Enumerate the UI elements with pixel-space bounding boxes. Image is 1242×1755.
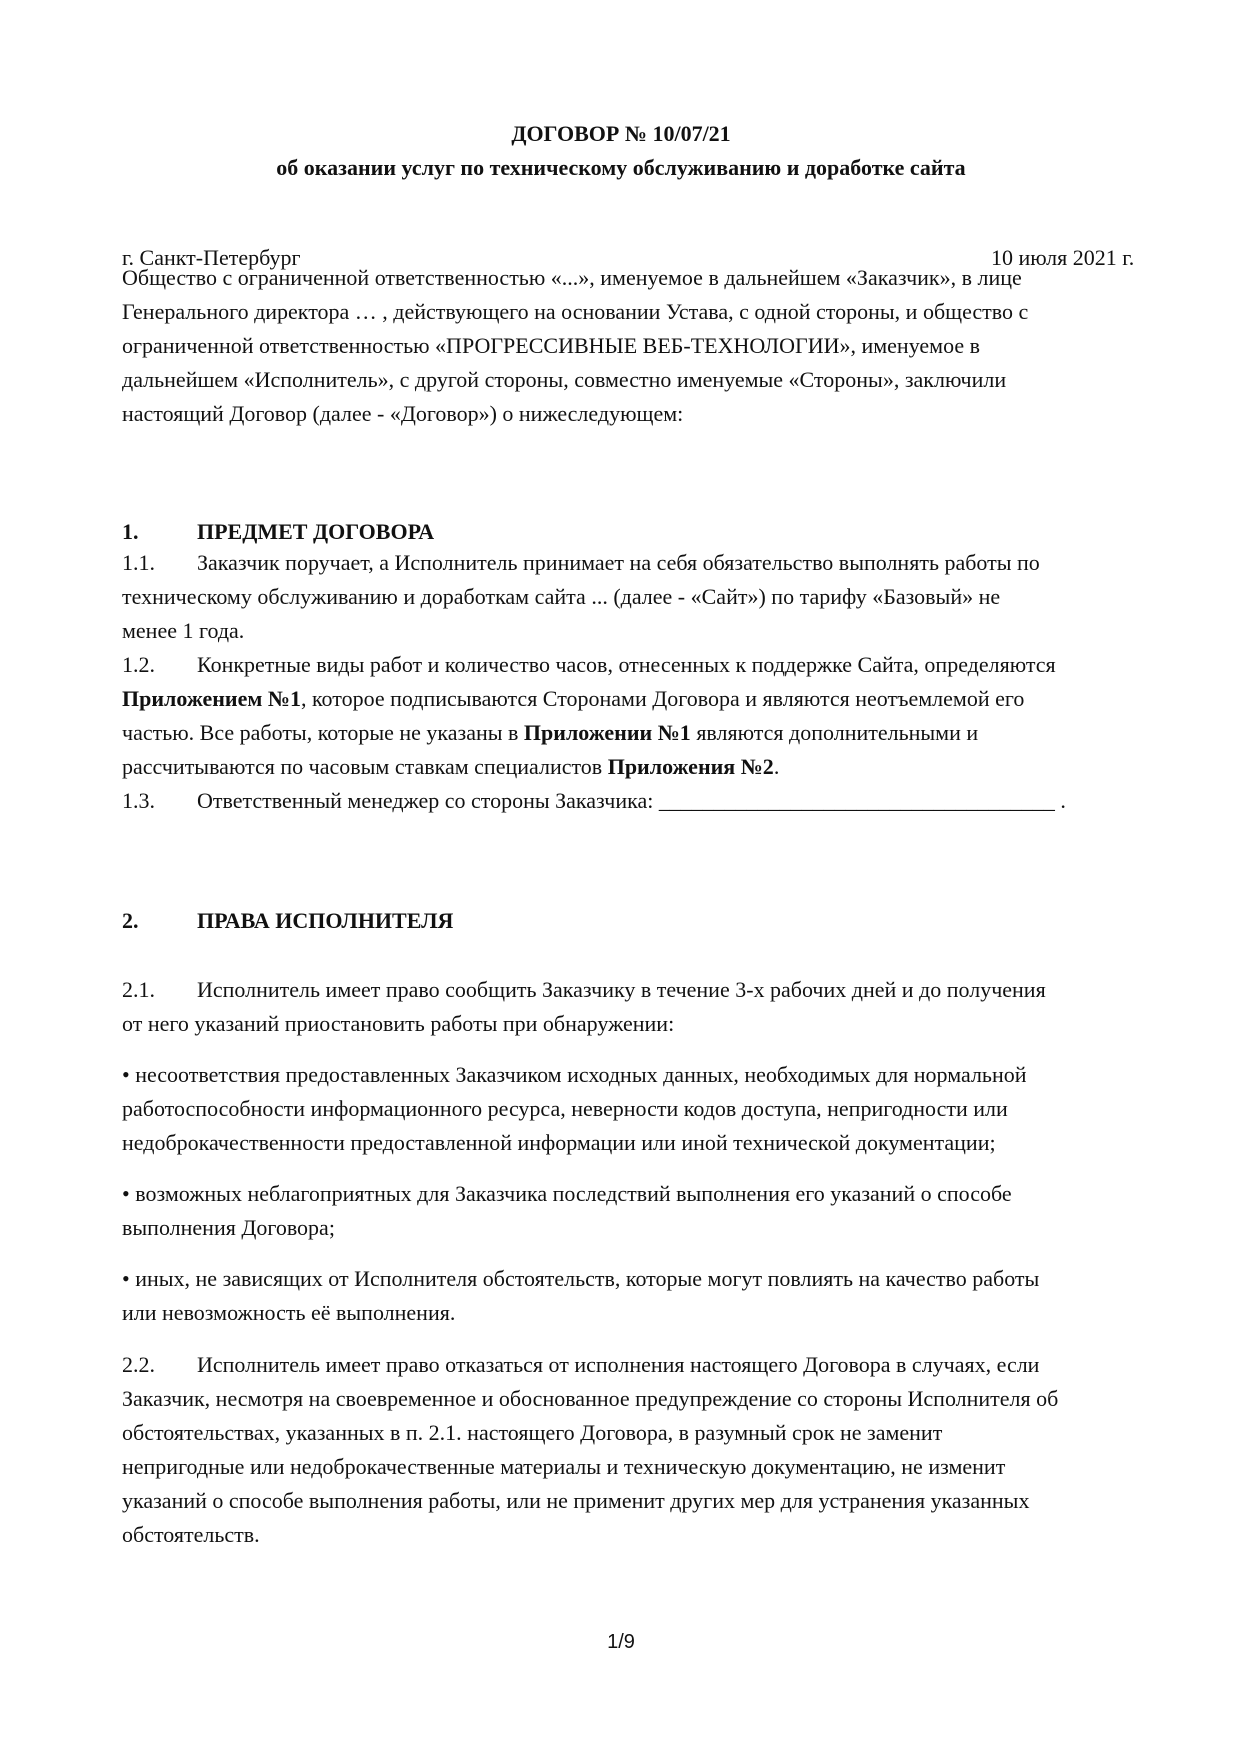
- bullet-line: или невозможность её выполнения.: [122, 1300, 456, 1325]
- clause-number: 1.2.: [122, 652, 155, 677]
- clause-text: Ответственный менеджер со стороны Заказчика: ____________________________________ .: [197, 788, 1066, 813]
- preamble-line: дальнейшем «Исполнитель», с другой стороны, совместно именуемые «Стороны», заключили: [122, 367, 1007, 392]
- clause-text: указаний о способе выполнения работы, или не применит других мер для устранения указанных: [122, 1488, 1030, 1513]
- clause-text: обстоятельств.: [122, 1522, 260, 1547]
- clause-text: Конкретные виды работ и количество часов, отнесенных к поддержке Сайта, определяются: [197, 652, 1056, 677]
- section-title: ПРАВА ИСПОЛНИТЕЛЯ: [197, 908, 454, 933]
- clause-number: 2.2.: [122, 1352, 155, 1377]
- clause-text: менее 1 года.: [122, 618, 245, 643]
- bullet-line: недоброкачественности предоставленной информации или иной технической документации;: [122, 1130, 996, 1155]
- clause-2-2: [122, 1348, 1197, 1552]
- clause-text: обстоятельствах, указанных в п. 2.1. настоящего Договора, в разумный срок не заменит: [122, 1420, 943, 1445]
- preamble-line: Генерального директора … , действующего на основании Устава, с одной стороны, и общество с: [122, 299, 1029, 324]
- bullet-item: [122, 1262, 1197, 1330]
- clause-text: частью. Все работы, которые не указаны в: [122, 720, 524, 745]
- bullet-line: работоспособности информационного ресурса, неверности кодов доступа, непригодности или: [122, 1096, 1008, 1121]
- clause-number: 1.1.: [122, 550, 155, 575]
- clause-text: являются дополнительными и: [690, 720, 979, 745]
- contract-subtitle: об оказании услуг по техническому обслуживанию и доработке сайта: [276, 155, 966, 180]
- bullet-line: • возможных неблагоприятных для Заказчика последствий выполнения его указаний о способе: [122, 1181, 1012, 1206]
- clause-2-1: [122, 973, 1197, 1041]
- contract-title: ДОГОВОР № 10/07/21: [511, 121, 731, 146]
- appendix-reference: Приложении №1: [523, 720, 691, 745]
- section-1-heading: [122, 519, 434, 545]
- bullet-item: [122, 1177, 1197, 1245]
- preamble: [122, 261, 1197, 431]
- clause-text: рассчитываются по часовым ставкам специалистов: [122, 754, 608, 779]
- clause-text: , которое подписываются Сторонами Договора и являются неотъемлемой его: [300, 686, 1025, 711]
- clause-text: от него указаний приостановить работы при обнаружении:: [122, 1011, 675, 1036]
- section-number: 1.: [122, 519, 139, 544]
- section-number: 2.: [122, 908, 139, 933]
- bullet-line: выполнения Договора;: [122, 1215, 335, 1240]
- bullet-line: • иных, не зависящих от Исполнителя обстоятельств, которые могут повлиять на качество работы: [122, 1266, 1040, 1291]
- contract-city: г. Санкт-Петербург: [122, 245, 301, 270]
- clause-text: .: [773, 754, 780, 779]
- clause-text: Заказчик поручает, а Исполнитель принимает на себя обязательство выполнять работы по: [197, 550, 1040, 575]
- clause-number: 1.3.: [122, 788, 155, 813]
- bullet-item: [122, 1058, 1197, 1160]
- preamble-line: настоящий Договор (далее - «Договор») о нижеследующем:: [122, 401, 684, 426]
- clause-text: Заказчик, несмотря на своевременное и обоснованное предупреждение со стороны Исполнителя об: [122, 1386, 1059, 1411]
- page-number: 1/9: [607, 1631, 635, 1653]
- clause-text: техническому обслуживанию и доработкам сайта ... (далее - «Сайт») по тарифу «Базовый» не: [122, 584, 1001, 609]
- preamble-line: ограниченной ответственностью «ПРОГРЕССИВНЫЕ ВЕБ-ТЕХНОЛОГИИ», именуемое в: [122, 333, 981, 358]
- appendix-reference: Приложением №1: [122, 686, 301, 711]
- clause-number: 2.1.: [122, 977, 155, 1002]
- section-2-heading: [122, 908, 453, 934]
- clause-1-1: [122, 546, 1197, 648]
- clause-text: непригодные или недоброкачественные материалы и техническую документацию, не изменит: [122, 1454, 1006, 1479]
- clause-1-2: [122, 648, 1197, 784]
- clause-text: Исполнитель имеет право отказаться от исполнения настоящего Договора в случаях, если: [197, 1352, 1040, 1377]
- bullet-line: • несоответствия предоставленных Заказчиком исходных данных, необходимых для нормальной: [122, 1062, 1027, 1087]
- section-title: ПРЕДМЕТ ДОГОВОРА: [197, 519, 435, 544]
- preamble-line: Общество с ограниченной ответственностью «...», именуемое в дальнейшем «Заказчик», в лице: [122, 265, 1022, 290]
- clause-text: Исполнитель имеет право сообщить Заказчику в течение 3-х рабочих дней и до получения: [197, 977, 1046, 1002]
- contract-date: 10 июля 2021 г.: [991, 245, 1135, 270]
- clause-1-3: [122, 784, 1197, 818]
- appendix-reference: Приложения №2: [607, 754, 774, 779]
